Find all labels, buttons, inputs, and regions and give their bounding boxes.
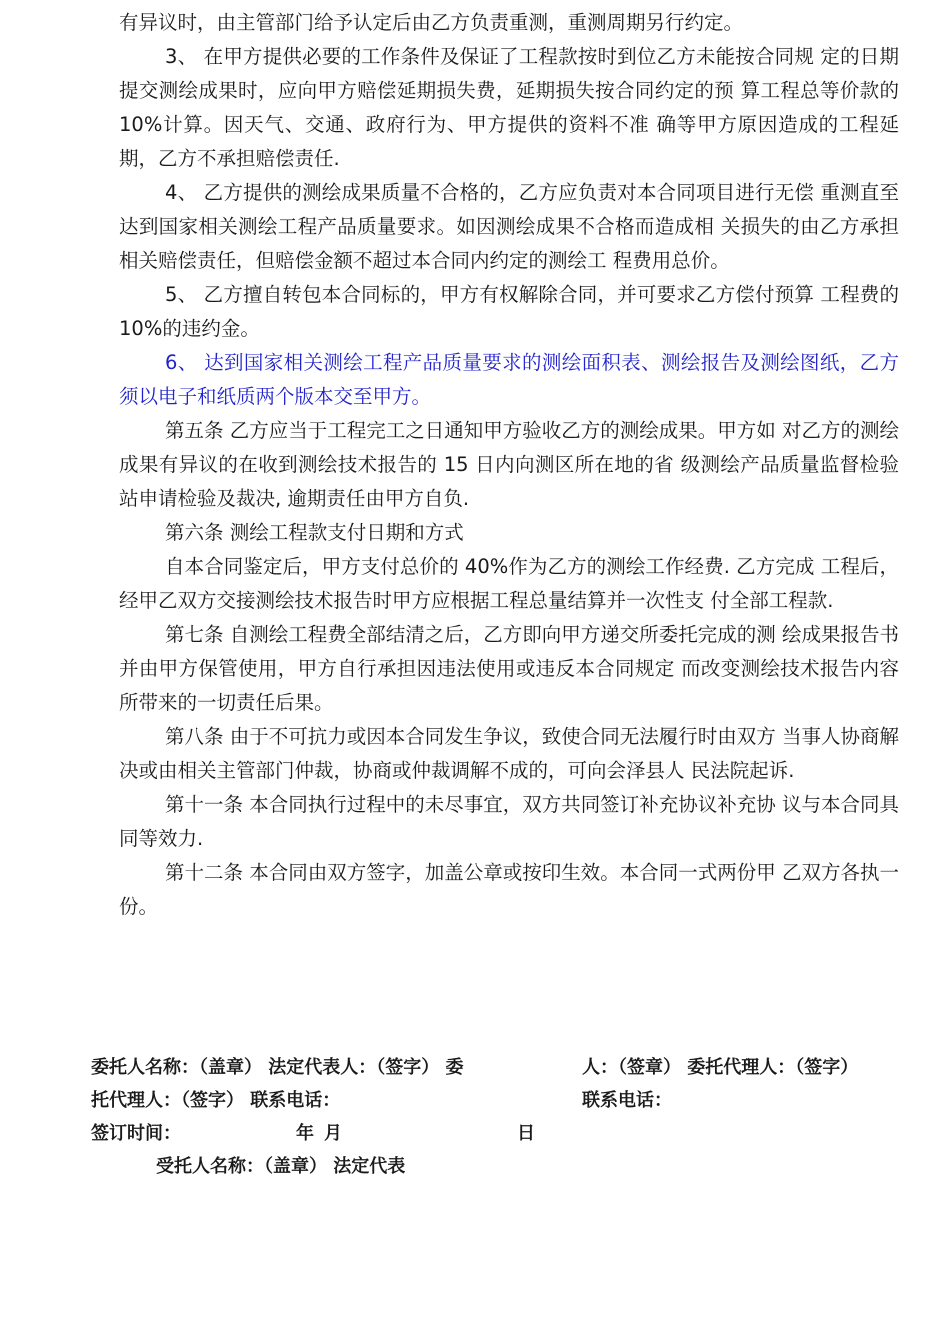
paragraph-article-6-heading: 第六条 测绘工程款支付日期和方式 xyxy=(165,521,464,544)
paragraph-article-12: 第十二条 本合同由双方签字，加盖公章或按印生效。本合同一式两份甲 乙双方各执一份。 xyxy=(119,861,899,918)
date-label: 签订时间： xyxy=(91,1123,181,1144)
paragraph-clause-5: 5、 乙方擅自转包本合同标的，甲方有权解除合同，并可要求乙方偿付预算 工程费的 10%的违约金。 xyxy=(119,283,899,340)
paragraph-clause-4: 4、 乙方提供的测绘成果质量不合格的，乙方应负责对本合同项目进行无偿 重测直至达到国家相关测绘工程产品质量要求。如因测绘成果不合格而造成相 关损失的由乙方承担相关赔偿责任，但赔偿金额不超过本合同内约定的测绘工 程费用总价。 xyxy=(119,181,899,272)
date-day: 日 xyxy=(517,1123,535,1144)
paragraph-continuation: 有异议时，由主管部门给予认定后由乙方负责重测，重测周期另行约定。 xyxy=(119,11,744,34)
signature-date-line xyxy=(91,1117,551,1150)
paragraph-article-11: 第十一条 本合同执行过程中的未尽事宜，双方共同签订补充协议补充协 议与本合同具同等效力. xyxy=(119,793,899,850)
date-year: 年 xyxy=(296,1123,314,1144)
paragraph-article-6-body: 自本合同鉴定后，甲方支付总价的 40%作为乙方的测绘工作经费. 乙方完成 工程后，经甲乙双方交接测绘技术报告时甲方应根据工程总量结算并一次性支 付全部工程款. xyxy=(119,555,899,612)
paragraph-clause-3: 3、 在甲方提供必要的工作条件及保证了工程款按时到位乙方未能按合同规 定的日期提交测绘成果时，应向甲方赔偿延期损失费，延期损失按合同约定的预 算工程总等价款的 10%计算。因天气、交通、政府行为、甲方提供的资料不准 确等甲方原因造成的工程延期，乙方不承担赔偿责任. xyxy=(119,45,899,170)
signature-client-block: 委托人名称：（盖章） 法定代表人：（签字） 委托代理人：（签字） 联系电话： xyxy=(91,1057,464,1111)
signature-right-block: 人：（签章） 委托代理人：（签字） 联系电话： xyxy=(582,1057,859,1111)
date-month: 月 xyxy=(324,1123,342,1144)
contract-body xyxy=(119,6,899,924)
paragraph-article-5: 第五条 乙方应当于工程完工之日通知甲方验收乙方的测绘成果。甲方如 对乙方的测绘成果有异议的在收到测绘技术报告的 15 日内向测区所在地的省 级测绘产品质量监督检验站申请检验及裁决, 逾期责任由甲方自负. xyxy=(119,419,899,510)
signature-entrusted-block: 受托人名称：（盖章） 法定代表 xyxy=(156,1156,406,1177)
paragraph-clause-6: 6、 达到国家相关测绘工程产品质量要求的测绘面积表、测绘报告及测绘图纸，乙方须以电子和纸质两个版本交至甲方。 xyxy=(119,351,899,408)
paragraph-article-8: 第八条 由于不可抗力或因本合同发生争议，致使合同无法履行时由双方 当事人协商解决或由相关主管部门仲裁，协商或仲裁调解不成的，可向会泽县人 民法院起诉. xyxy=(119,725,899,782)
paragraph-article-7: 第七条 自测绘工程费全部结清之后，乙方即向甲方递交所委托完成的测 绘成果报告书并由甲方保管使用，甲方自行承担因违法使用或违反本合同规定 而改变测绘技术报告内容所带来的一切责任后果。 xyxy=(119,623,899,714)
